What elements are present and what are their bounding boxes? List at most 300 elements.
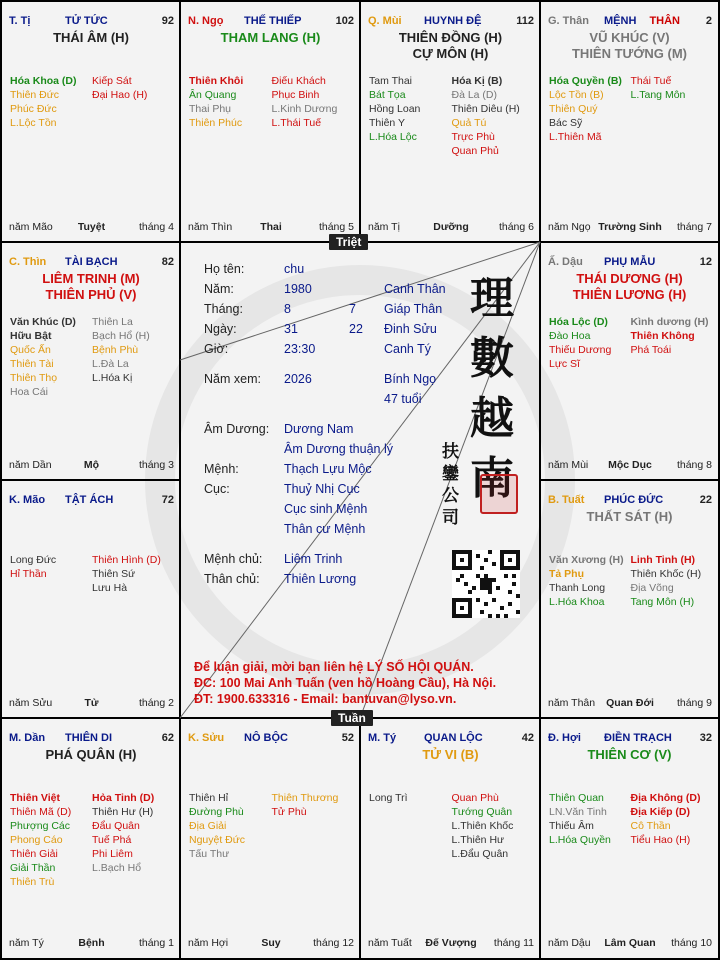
palace-stage: Trường Sinh (598, 221, 662, 233)
minor-star-column (92, 74, 174, 130)
main-star: VŨ KHÚC (V) (589, 30, 670, 45)
am-duong-value-1: Dương Nam (284, 422, 354, 436)
cuc-value-2: Cục sinh Mệnh (284, 502, 368, 516)
minor-star: Thiên Mã (D) (10, 806, 72, 818)
minor-star: L.Thái Tuế (271, 117, 322, 129)
palace-year: năm Dần (9, 459, 52, 471)
palace-month: tháng 2 (138, 697, 174, 709)
palace-header (368, 15, 534, 29)
palace-number: 2 (705, 15, 712, 27)
minor-star: L.Tang Môn (630, 89, 686, 101)
seal-stamp (480, 474, 518, 514)
tuan-tag: Tuần (331, 710, 373, 726)
minor-star: Tam Thai (369, 75, 412, 87)
minor-star: Thiên Đức (10, 89, 60, 101)
thang-value-1: 8 (284, 302, 291, 316)
minor-star-column (10, 315, 92, 399)
minor-star: Bát Tọa (369, 89, 406, 101)
minor-star: Văn Khúc (D) (10, 316, 76, 328)
palace-year: năm Mão (9, 221, 53, 233)
cuc-label: Cục: (204, 482, 230, 496)
minor-star: Phi Liêm (92, 848, 133, 860)
palace-footer (368, 937, 534, 951)
palace-house-name: ĐIỀN TRẠCH (604, 732, 672, 744)
palace-footer (548, 697, 712, 711)
minor-stars (10, 315, 174, 399)
menh-chu-value: Liêm Trinh (284, 552, 343, 566)
minor-star: Thiên Trù (10, 876, 55, 888)
than-chu-label: Thân chủ: (204, 572, 260, 586)
minor-star: Tiểu Hao (H) (630, 834, 691, 846)
palace-house-name: MỆNH (604, 15, 637, 27)
palace-number: 62 (161, 732, 174, 744)
minor-star: L.Hóa Khoa (549, 596, 605, 608)
palace-house-name: TÀI BẠCH (65, 256, 118, 268)
minor-star: Thiên Hình (D) (92, 554, 161, 566)
minor-star: Thiên Hư (H) (92, 806, 154, 818)
minor-star: Kình dương (H) (630, 316, 709, 328)
minor-star-column (92, 315, 174, 399)
minor-star: Thiên Giải (10, 848, 58, 860)
palace-footer (548, 459, 712, 473)
palace-number: 42 (521, 732, 534, 744)
palace-suu[interactable] (181, 719, 360, 958)
palace-month: tháng 3 (138, 459, 174, 471)
palace-mao[interactable] (2, 481, 180, 718)
menh-label: Mệnh: (204, 462, 239, 476)
palace-stage: Mộc Dục (608, 459, 652, 471)
minor-star: L.Thiên Hư (451, 834, 505, 846)
age: 47 tuổi (384, 392, 422, 406)
palace-header (9, 15, 174, 29)
contact-line-3: ĐT: 1900.633316 - Email: bantuvan@lyso.vn. (194, 692, 457, 706)
palace-footer (188, 937, 354, 951)
nam-xem-can: Bính Ngọ (384, 372, 437, 386)
minor-star: Hồng Loan (369, 103, 421, 115)
palace-number: 52 (341, 732, 354, 744)
minor-star: Địa Võng (630, 582, 674, 594)
thang-value-2: 7 (349, 302, 356, 316)
main-star: THẤT SÁT (H) (586, 509, 673, 524)
palace-house-name: THẾ THIẾP (244, 15, 302, 27)
palace-footer (9, 459, 174, 473)
minor-star: L.Đà La (92, 358, 129, 370)
palace-year: năm Ngọ (548, 221, 591, 233)
palace-dau[interactable] (541, 243, 718, 480)
calligraphy-small-3: 公 (442, 486, 459, 506)
main-stars (545, 747, 714, 763)
palace-year: năm Mùi (548, 459, 589, 471)
main-star: THIÊN CƠ (V) (587, 747, 672, 762)
contact-line-1: Để luận giải, mời bạn liên hệ LÝ SỐ HỘI QUÁN. (194, 660, 474, 674)
minor-star: Thiên Không (630, 330, 695, 342)
cuc-value-3: Thân cư Mệnh (284, 522, 366, 536)
minor-stars (189, 74, 354, 130)
palace-flag: THÂN (649, 15, 680, 27)
main-star: LIÊM TRINH (M) (42, 271, 140, 286)
nam-xem-value: 2026 (284, 372, 312, 386)
gio-can: Canh Tý (384, 342, 432, 356)
palace-stage: Tử (84, 697, 99, 709)
main-star: THÁI DƯƠNG (H) (576, 271, 683, 286)
calligraphy-char-3: 越 (470, 393, 514, 444)
minor-star-column (189, 74, 272, 130)
palace-position: B. Tuất (548, 494, 585, 506)
minor-star-column (272, 74, 355, 130)
palace-ty[interactable] (361, 719, 540, 958)
palace-year: năm Tý (9, 937, 44, 949)
palace-month: tháng 1 (138, 937, 174, 949)
palace-month: tháng 4 (138, 221, 174, 233)
thang-can: Giáp Thân (384, 302, 443, 316)
nam-value: 1980 (284, 282, 312, 296)
palace-stage: Suy (261, 937, 281, 949)
palace-number: 112 (516, 15, 534, 27)
palace-month: tháng 8 (676, 459, 712, 471)
minor-star: Điếu Khách (271, 75, 326, 87)
palace-year: năm Hợi (188, 937, 229, 949)
palace-year: năm Sửu (9, 697, 53, 709)
minor-star: L.Hóa Quyền (549, 834, 611, 846)
palace-house-name: TẬT ÁCH (65, 494, 114, 506)
palace-position: T. Tị (9, 15, 31, 27)
minor-star: Đường Phù (189, 806, 244, 818)
minor-star: Quan Phủ (451, 145, 499, 157)
palace-header (188, 732, 354, 746)
palace-month: tháng 9 (676, 697, 712, 709)
ngay-can: Đinh Sửu (384, 322, 437, 336)
palace-header (368, 732, 534, 746)
minor-star: Địa Giải (189, 820, 227, 832)
minor-star: Tấu Thư (189, 848, 230, 860)
palace-stage: Tuyệt (77, 221, 106, 233)
minor-stars (10, 553, 174, 595)
palace-header (548, 494, 712, 508)
minor-star: Lực Sĩ (549, 358, 580, 370)
minor-star: Long Trì (369, 792, 408, 804)
calligraphy-small-4: 司 (442, 508, 459, 528)
calligraphy-char-1: 理 (470, 273, 514, 324)
minor-star: Giải Thần (10, 862, 56, 874)
minor-star-column (549, 74, 631, 144)
minor-star-column (189, 791, 272, 861)
nam-can: Canh Thân (384, 282, 446, 296)
palace-year: năm Tuất (368, 937, 412, 949)
minor-star: Bệnh Phù (92, 344, 139, 356)
nam-label: Năm: (204, 282, 234, 296)
gio-label: Giờ: (204, 342, 229, 356)
main-star: THIÊN ĐỒNG (H) (398, 30, 503, 45)
main-stars (545, 271, 714, 303)
main-star: THIÊN LƯƠNG (H) (572, 287, 687, 302)
calligraphy-char-2: 數 (470, 333, 514, 384)
palace-hoi[interactable] (541, 719, 718, 958)
main-star: THÁI ÂM (H) (53, 30, 129, 45)
minor-star: Long Đức (10, 554, 57, 566)
minor-stars (10, 791, 174, 889)
nam-xem-label: Năm xem: (204, 372, 261, 386)
palace-footer (9, 937, 174, 951)
minor-star-column (549, 791, 631, 847)
minor-star: Thiên Thọ (10, 372, 58, 384)
palace-position: M. Dần (9, 732, 46, 744)
minor-star: Thiên Việt (10, 792, 60, 804)
palace-number: 82 (161, 256, 174, 268)
main-star: THIÊN TƯỚNG (M) (571, 46, 688, 61)
minor-star: L.Hóa Kị (92, 372, 133, 384)
minor-star: L.Đẩu Quân (451, 848, 509, 860)
calligraphy-small-2: 鑾 (442, 464, 459, 484)
minor-star: Thiên Phúc (189, 117, 243, 129)
palace-footer (9, 697, 174, 711)
gio-value: 23:30 (284, 342, 316, 356)
minor-star: L.Bạch Hổ (92, 862, 142, 874)
palace-year: năm Thân (548, 697, 596, 709)
main-star: THIÊN PHỦ (V) (45, 287, 137, 302)
minor-star: Thái Tuế (630, 75, 672, 87)
palace-number: 92 (161, 15, 174, 27)
minor-stars (369, 74, 534, 158)
minor-star-column (549, 315, 631, 371)
palace-house-name: THIÊN DI (65, 732, 113, 744)
minor-star: Ân Quang (189, 89, 237, 101)
palace-month: tháng 10 (671, 937, 712, 949)
minor-star: Tuế Phá (92, 834, 132, 846)
minor-stars (549, 315, 712, 371)
ho-ten-value: chu (284, 262, 305, 276)
minor-star-column (92, 553, 174, 595)
palace-position: Đ. Hợi (548, 732, 581, 744)
minor-star: Thiên Hỉ (189, 792, 229, 804)
minor-star: L.Hóa Lộc (369, 131, 417, 143)
palace-header (548, 15, 712, 29)
palace-header (188, 15, 354, 29)
minor-star: Thiếu Dương (549, 344, 612, 356)
palace-month: tháng 11 (493, 937, 534, 949)
minor-star: Hóa Khoa (D) (10, 75, 77, 87)
minor-star: Bạch Hổ (H) (92, 330, 150, 342)
main-stars (365, 30, 536, 62)
palace-month: tháng 5 (318, 221, 354, 233)
minor-star-column (10, 553, 92, 595)
minor-star: L.Kinh Dương (271, 103, 338, 115)
calligraphy-char-4: 南 (470, 453, 514, 504)
minor-star: Phục Binh (271, 89, 320, 101)
than-chu-value: Thiên Lương (284, 572, 357, 586)
minor-star: Bác Sỹ (549, 117, 583, 129)
minor-star: Địa Không (D) (630, 792, 701, 804)
minor-star: Cô Thần (630, 820, 671, 832)
menh-chu-label: Mệnh chủ: (204, 552, 263, 566)
minor-star: Tử Phù (271, 806, 307, 818)
palace-mui[interactable] (361, 2, 540, 242)
thang-label: Tháng: (204, 302, 243, 316)
palace-stage: Bệnh (78, 937, 105, 949)
am-duong-value-2: Âm Dương thuận lý (284, 442, 393, 456)
minor-star-column (369, 74, 452, 158)
minor-star: Lưu Hà (92, 582, 128, 594)
palace-footer (9, 221, 174, 235)
minor-star-column (452, 791, 535, 861)
minor-star-column (549, 553, 631, 609)
palace-house-name: PHÚC ĐỨC (604, 494, 664, 506)
minor-star: Hóa Quyền (B) (549, 75, 622, 87)
qr-code[interactable] (452, 550, 520, 618)
palace-stage: Đế Vượng (425, 937, 477, 949)
main-star: THAM LANG (H) (220, 30, 321, 45)
minor-star: Phá Toái (630, 344, 672, 356)
palace-month: tháng 6 (498, 221, 534, 233)
minor-star: Đẩu Quân (92, 820, 140, 832)
palace-position: Ấ. Dậu (548, 256, 583, 268)
minor-stars (369, 791, 534, 861)
minor-stars (549, 74, 712, 144)
palace-footer (548, 937, 712, 951)
minor-star: L.Lộc Tồn (10, 117, 57, 129)
minor-star: Hóa Kị (B) (451, 75, 503, 87)
palace-footer (368, 221, 534, 235)
minor-star: Thanh Long (549, 582, 606, 594)
minor-star: Phúc Đức (10, 103, 57, 115)
palace-house-name: HUYNH ĐỆ (424, 15, 482, 27)
palace-position: G. Thân (548, 15, 589, 27)
palace-number: 22 (699, 494, 712, 506)
palace-dan[interactable] (2, 719, 180, 958)
main-stars (365, 747, 536, 763)
palace-month: tháng 7 (676, 221, 712, 233)
contact-line-2: ĐC: 100 Mai Anh Tuấn (ven hồ Hoàng Cầu), Hà Nội. (194, 676, 497, 690)
palace-house-name: QUAN LỘC (424, 732, 483, 744)
minor-star-column (10, 74, 92, 130)
calligraphy-small-1: 扶 (442, 442, 459, 462)
palace-footer (548, 221, 712, 235)
minor-stars (549, 791, 712, 847)
minor-star: Đào Hoa (549, 330, 591, 342)
ngay-value-2: 22 (349, 322, 363, 336)
main-stars (185, 30, 356, 46)
minor-star: Kiếp Sát (92, 75, 132, 87)
minor-star: Thiên Khôi (189, 75, 244, 87)
palace-position: K. Mão (9, 494, 46, 506)
minor-star-column (452, 74, 535, 158)
palace-number: 102 (335, 15, 354, 27)
main-star: CỰ MÔN (H) (412, 46, 489, 61)
palace-position: N. Ngọ (188, 15, 224, 27)
minor-star-column (369, 791, 452, 861)
palace-than[interactable] (541, 2, 718, 242)
palace-footer (188, 221, 354, 235)
minor-star: Tả Phụ (549, 568, 585, 580)
minor-star-column (631, 553, 713, 609)
minor-star: Nguyệt Đức (189, 834, 246, 846)
minor-star: Hóa Lộc (D) (549, 316, 608, 328)
palace-house-name: TỬ TỨC (65, 15, 108, 27)
minor-star: Đại Hao (H) (92, 89, 148, 101)
palace-number: 32 (699, 732, 712, 744)
palace-stage: Quan Đới (606, 697, 654, 709)
minor-star: Thiên Sứ (92, 568, 136, 580)
main-stars (6, 30, 176, 46)
minor-star-column (10, 791, 92, 889)
palace-position: C. Thìn (9, 256, 47, 268)
minor-star-column (631, 74, 713, 144)
palace-thin[interactable] (2, 243, 180, 480)
minor-star: Quả Tú (451, 117, 487, 129)
main-stars (545, 30, 714, 62)
palace-stage: Mộ (83, 459, 100, 471)
minor-star: Quan Phù (451, 792, 499, 804)
minor-star: L.Thiên Khốc (451, 820, 514, 832)
minor-star: Hỏa Tinh (D) (92, 792, 155, 804)
minor-star-column (92, 791, 174, 889)
palace-stage: Thai (260, 221, 282, 233)
minor-star: Thiếu Âm (549, 820, 594, 832)
minor-star: Phượng Các (10, 820, 71, 832)
minor-star: L.Thiên Mã (549, 131, 602, 143)
am-duong-label: Âm Dương: (204, 422, 270, 436)
minor-star: Thiên Tài (10, 358, 54, 370)
minor-star: Thiên Quan (549, 792, 604, 804)
palace-year: năm Thìn (188, 221, 233, 233)
main-stars (6, 271, 176, 303)
ngay-label: Ngày: (204, 322, 237, 336)
main-star: TỬ VI (B) (422, 747, 479, 762)
minor-star: Lộc Tồn (B) (549, 89, 604, 101)
main-star: PHÁ QUÂN (H) (45, 747, 137, 762)
minor-star: Hữu Bật (10, 330, 52, 342)
minor-star: Thiên La (92, 316, 133, 328)
palace-header (9, 732, 174, 746)
palace-year: năm Dậu (548, 937, 591, 949)
minor-stars (189, 791, 354, 861)
palace-number: 72 (161, 494, 174, 506)
ho-ten-label: Họ tên: (204, 262, 245, 276)
triet-tag: Triệt (329, 234, 368, 250)
minor-star: Thiên Diêu (H) (451, 103, 520, 115)
minor-star-column (631, 791, 713, 847)
minor-star: Quốc Ấn (10, 344, 51, 356)
minor-star: Văn Xương (H) (549, 554, 624, 566)
palace-house-name: NÔ BỘC (244, 732, 288, 744)
minor-stars (10, 74, 174, 130)
palace-year: năm Tị (368, 221, 400, 233)
minor-star: Địa Kiếp (D) (630, 806, 691, 818)
minor-star: Thiên Quý (549, 103, 598, 115)
minor-star: Linh Tinh (H) (630, 554, 696, 566)
palace-position: Q. Mùi (368, 15, 402, 27)
minor-star: Tướng Quân (451, 806, 513, 818)
ngay-value-1: 31 (284, 322, 298, 336)
palace-number: 12 (699, 256, 712, 268)
palace-stage: Lâm Quan (604, 937, 656, 949)
minor-star: Thiên Y (369, 117, 405, 129)
palace-stage: Dưỡng (433, 221, 469, 233)
minor-star: Thiên Thương (271, 792, 339, 804)
minor-star: Phong Cáo (10, 834, 63, 846)
cuc-value-1: Thuỷ Nhị Cục (284, 482, 360, 496)
palace-position: M. Tý (368, 732, 397, 744)
minor-star: Hoa Cái (10, 386, 48, 398)
palace-header (548, 256, 712, 270)
center-panel (180, 242, 538, 718)
minor-star: Trực Phù (451, 131, 495, 143)
palace-ngo[interactable] (181, 2, 360, 242)
palace-header (548, 732, 712, 746)
main-stars (6, 747, 176, 763)
palace-ti[interactable] (2, 2, 180, 242)
palace-tuat[interactable] (541, 481, 718, 718)
minor-star: Đà La (D) (451, 89, 498, 101)
